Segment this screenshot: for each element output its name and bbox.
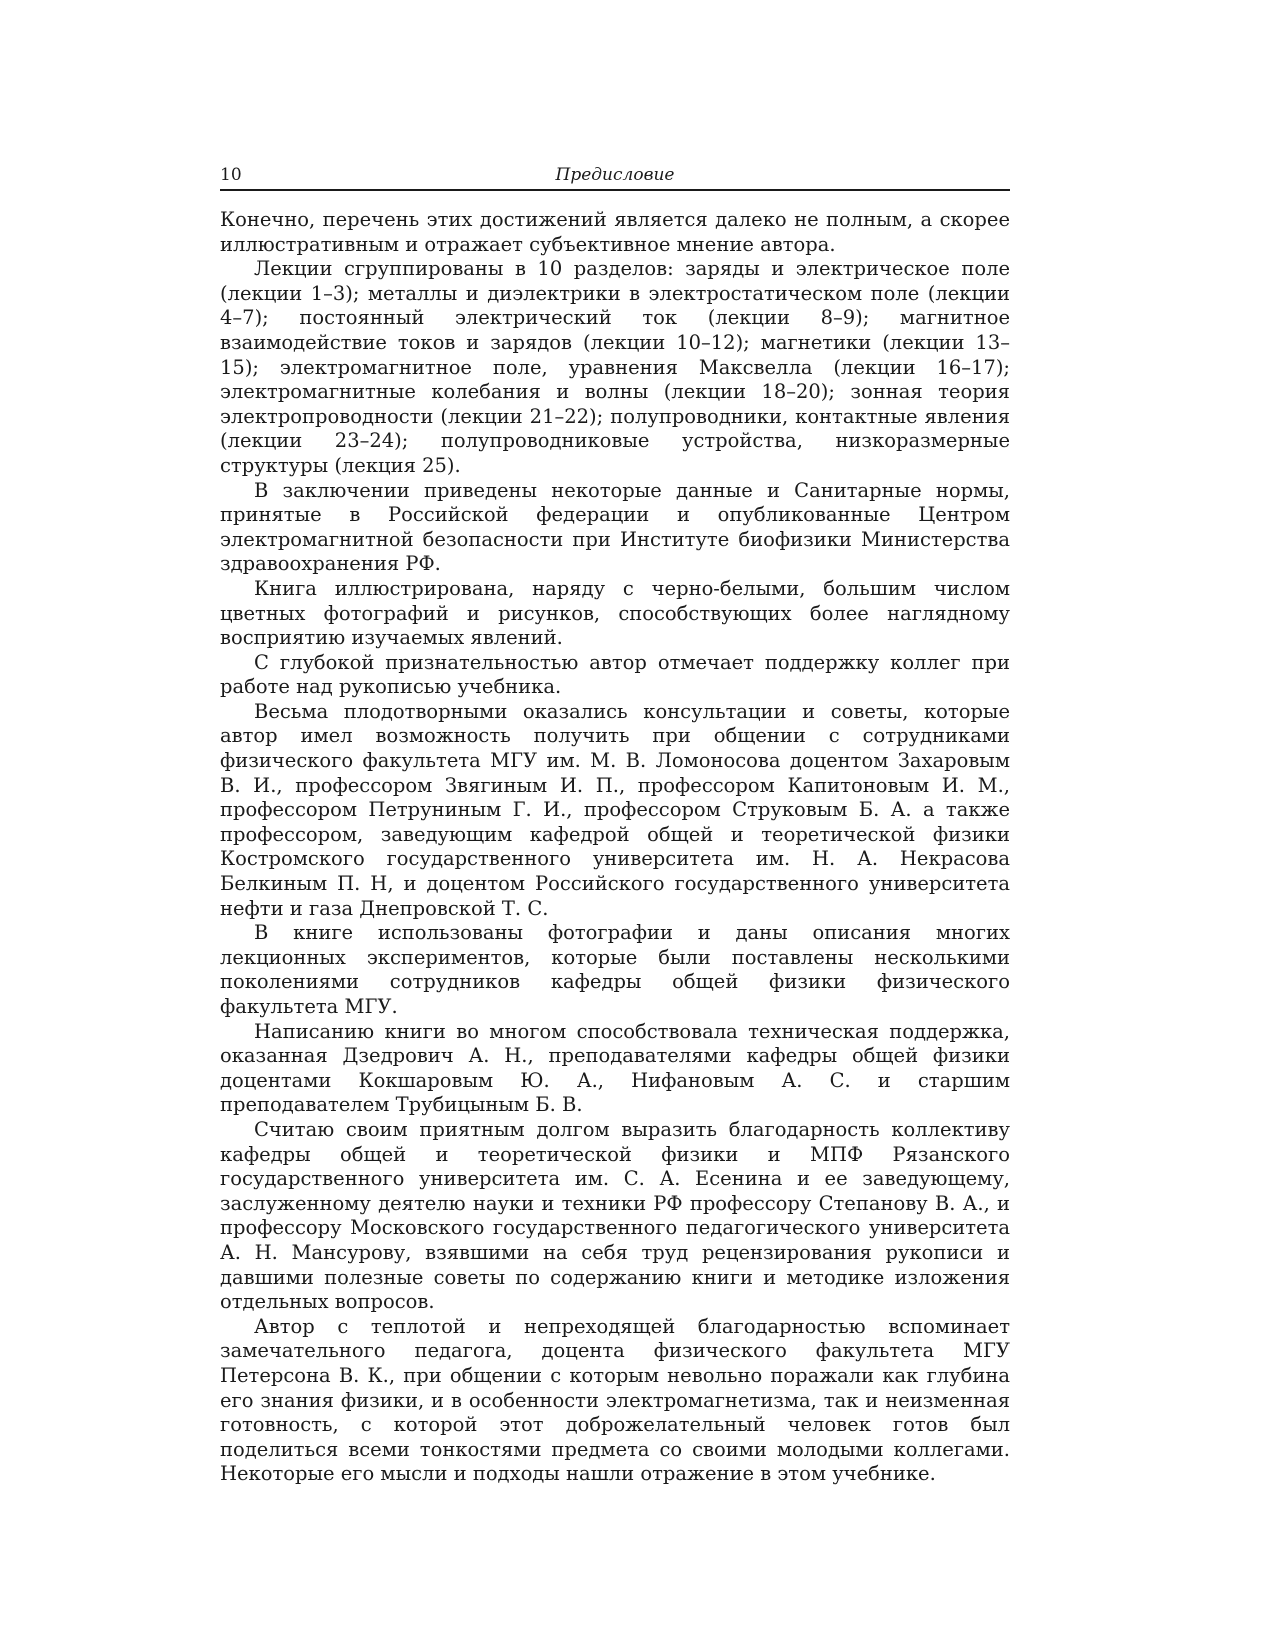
page-number: 10 <box>220 165 242 185</box>
paragraph: Весьма плодотворными оказались консультации и советы, которые автор имел возможность получить при общении с сотрудниками физического факультета МГУ им. М. В. Ломоносова доцентом Захаровым В. И., профессором Звягиным И. П., профессором Капитоновым И. М., профессором Петруниным Г. И., профессором Струковым Б. А. а также профессором, заведующим кафедрой общей и теоретической физики Костромского государственного университета им. Н. А. Некрасова Белкиным П. Н, и доцентом Российского государственного университета нефти и газа Днепровской Т. С. <box>220 699 1010 920</box>
running-header <box>220 165 1010 191</box>
paragraph: Лекции сгруппированы в 10 разделов: заряды и электрическое поле (лекции 1–3); металлы и диэлектрики в электростатическом поле (лекции 4–7); постоянный электрический ток (лекции 8–9); магнитное взаимодействие токов и зарядов (лекции 10–12); магнетики (лекции 13–15); электромагнитное поле, уравнения Максвелла (лекции 16–17); электромагнитные колебания и волны (лекции 18–20); зонная теория электропроводности (лекции 21–22); полупроводники, контактные явления (лекции 23–24); полупроводниковые устройства, низкоразмерные структуры (лекция 25). <box>220 257 1010 477</box>
section-title: Предисловие <box>555 165 675 185</box>
paragraph: Написанию книги во многом способствовала техническая поддержка, оказанная Дзедрович А. Н., преподавателями кафедры общей физики доцентами Кокшаровым Ю. А., Нифановым А. С. и старшим преподавателем Трубицыным Б. В. <box>220 1019 1010 1117</box>
paragraph: Книга иллюстрирована, наряду с черно-белыми, большим числом цветных фотографий и рисунков, способствующих более наглядному восприятию изучаемых явлений. <box>220 576 1010 650</box>
paragraph: В заключении приведены некоторые данные и Санитарные нормы, принятые в Российской федерации и опубликованные Центром электромагнитной безопасности при Институте биофизики Министерства здравоохранения РФ. <box>220 478 1010 576</box>
paragraph: В книге использованы фотографии и даны описания многих лекционных экспериментов, которые были поставлены несколькими поколениями сотрудников кафедры общей физики физического факультета МГУ. <box>220 921 1010 1018</box>
book-page <box>220 165 1010 1487</box>
body-text <box>220 208 1010 1487</box>
paragraph: С глубокой признательностью автор отмечает поддержку коллег при работе над рукописью учебника. <box>220 650 1010 699</box>
paragraph: Считаю своим приятным долгом выразить благодарность коллективу кафедры общей и теоретической физики и МПФ Рязанского государственного университета им. С. А. Есенина и ее заведующему, заслуженному деятелю науки и техники РФ профессору Степанову В. А., и профессору Московского государственного педагогического университета А. Н. Мансурову, взявшими на себя труд рецензирования рукописи и давшими полезные советы по содержанию книги и методике изложения отдельных вопросов. <box>220 1117 1010 1314</box>
paragraph: Автор с теплотой и непреходящей благодарностью вспоминает замечательного педагога, доцента физического факультета МГУ Петерсона В. К., при общении с которым невольно поражали как глубина его знания физики, и в особенности электромагнетизма, так и неизменная готовность, с которой этот доброжелательный человек готов был поделиться всеми тонкостями предмета со своими молодыми коллегами. Некоторые его мысли и подходы нашли отражение в этом учебнике. <box>220 1314 1010 1486</box>
paragraph: Конечно, перечень этих достижений является далеко не полным, а скорее иллюстративным и отражает субъективное мнение автора. <box>220 208 1010 256</box>
